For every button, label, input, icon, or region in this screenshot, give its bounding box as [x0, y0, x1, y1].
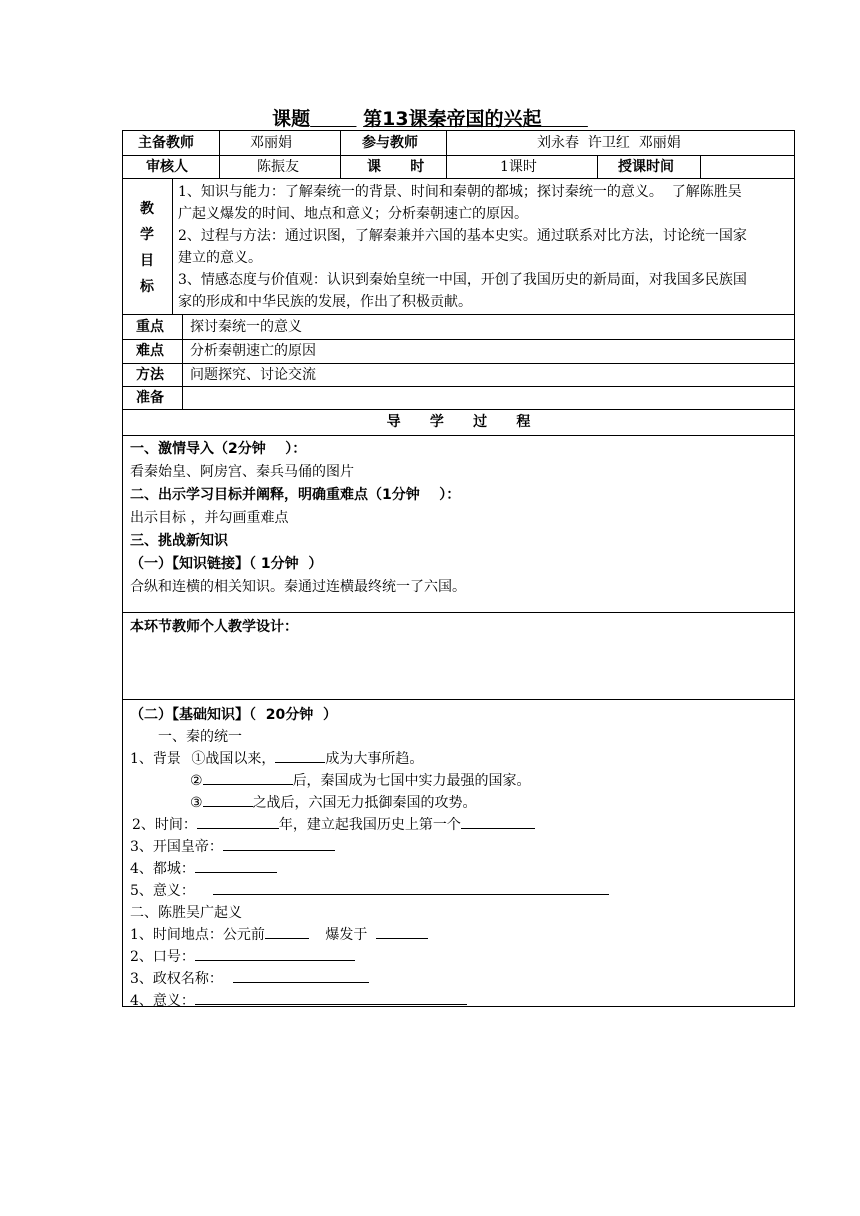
slogan-line [130, 947, 355, 968]
blank-line [376, 926, 428, 939]
line [182, 314, 183, 410]
objective-line: 1、知识与能力：了解秦统一的背景、时间和秦朝的都城；探讨秦统一的意义。 了解陈胜吴 [178, 184, 742, 200]
line [122, 435, 795, 436]
process-title: 导 学 过 程 [386, 414, 531, 430]
participants-value: 刘永春 许卫红 邓丽娟 [537, 135, 681, 151]
basic-knowledge-heading: （二）【基础知识】（ 20分钟 ） [130, 707, 337, 723]
line [172, 178, 173, 315]
line [122, 339, 795, 340]
time-line [132, 815, 535, 836]
teacher-design-label: 本环节教师个人教学设计： [130, 619, 298, 635]
key-point-value: 探讨秦统一的意义 [190, 319, 302, 335]
preparation-label: 准备 [136, 390, 164, 406]
uprising-title: 二、陈胜吴广起义 [130, 905, 242, 921]
main-teacher-value: 邓丽娟 [250, 135, 292, 151]
uprising-place-suffix: 爆发于 [325, 927, 368, 943]
hours-value: 1课时 [500, 159, 537, 175]
objective-line: 家的形成和中华民族的发展，作出了积极贡献。 [178, 294, 472, 310]
unification-title: 一、秦的统一 [158, 729, 242, 745]
line [122, 155, 795, 156]
blank-line [195, 860, 277, 873]
objectives-label-char: 标 [140, 279, 154, 295]
line [122, 699, 795, 700]
capital-line [130, 859, 277, 880]
background-1-suffix: 成为大事所趋。 [325, 751, 424, 767]
background-3-suffix: 之战后，六国无力抵御秦国的攻势。 [252, 795, 477, 811]
difficult-point-value: 分析秦朝速亡的原因 [190, 343, 316, 359]
blank-line [203, 772, 293, 785]
line [122, 386, 795, 387]
line [597, 155, 598, 178]
blank-line [195, 948, 355, 961]
blank-line [275, 750, 325, 763]
meaning-line [130, 881, 609, 902]
background-line-1 [130, 749, 423, 770]
line [122, 612, 795, 613]
uprising-meaning-label: 4、意义： [130, 993, 195, 1009]
title-main: 第13课秦帝国的兴起 [363, 108, 542, 130]
reviewer-label: 审核人 [146, 159, 188, 175]
line [219, 130, 220, 178]
time-suffix: 年，建立起我国历史上第一个 [278, 817, 461, 833]
uprising-place-prefix: 1、时间地点：公元前 [130, 927, 265, 943]
blank-line [203, 794, 253, 807]
knowledge-link-text: 合纵和连横的相关知识。秦通过连横最终统一了六国。 [130, 579, 466, 595]
new-knowledge-heading: 三、挑战新知识 [130, 533, 228, 549]
participants-label: 参与教师 [362, 135, 418, 151]
emperor-label: 3、开国皇帝： [130, 839, 223, 855]
title-underline-gap [310, 108, 356, 130]
line [122, 130, 795, 131]
objectives-text [178, 181, 792, 313]
goals-heading: 二、出示学习目标并阐释，明确重难点（1分钟 ）： [130, 487, 461, 503]
background-2-prefix: ② [190, 773, 203, 789]
emperor-line [130, 837, 335, 858]
objectives-label-char: 学 [140, 227, 154, 243]
line [122, 314, 795, 315]
blank-line [265, 926, 309, 939]
key-point-label: 重点 [136, 319, 164, 335]
uprising-place-line [130, 925, 428, 946]
intro-heading: 一、激情导入（2分钟 ）： [130, 441, 307, 457]
goals-text: 出示目标 ，并勾画重难点 [130, 510, 289, 526]
regime-line [130, 969, 369, 990]
line [700, 155, 701, 178]
slogan-label: 2、口号： [130, 949, 195, 965]
blank-line [461, 816, 535, 829]
page-title [0, 104, 860, 131]
blank-line [195, 992, 467, 1005]
line [794, 130, 795, 1007]
title-underline-tail [542, 108, 588, 130]
hours-label: 课 时 [367, 159, 425, 175]
blank-line [213, 882, 609, 895]
time-prefix: 2、时间： [132, 817, 197, 833]
main-teacher-label: 主备教师 [138, 135, 194, 151]
objective-line: 3、情感态度与价值观：认识到秦始皇统一中国，开创了我国历史的新局面，对我国多民族国 [178, 272, 747, 288]
background-1-prefix: ①战国以来， [191, 751, 276, 767]
objectives-label-char: 目 [140, 253, 154, 269]
uprising-meaning-line [130, 991, 467, 1012]
blank-line [197, 816, 279, 829]
title-prefix: 课题 [272, 108, 311, 130]
line [122, 363, 795, 364]
background-2-suffix: 后，秦国成为七国中实力最强的国家。 [292, 773, 531, 789]
line [446, 130, 447, 178]
background-label: 1、背景 [130, 751, 181, 767]
background-3-prefix: ③ [190, 795, 203, 811]
line [340, 130, 341, 178]
capital-label: 4、都城： [130, 861, 195, 877]
objective-line: 2、过程与方法：通过识图，了解秦兼并六国的基本史实。通过联系对比方法，讨论统一国家 [178, 228, 747, 244]
blank-line [223, 838, 335, 851]
blank-line [233, 970, 369, 983]
background-line-2 [190, 771, 531, 792]
lesson-plan-table [122, 130, 795, 1007]
meaning-label: 5、意义： [130, 883, 195, 899]
method-value: 问题探究、讨论交流 [190, 367, 316, 383]
difficult-point-label: 难点 [136, 343, 164, 359]
objective-line: 广起义爆发的时间、地点和意义；分析秦朝速亡的原因。 [178, 206, 528, 222]
line [122, 178, 795, 179]
background-line-3 [190, 793, 477, 814]
knowledge-link-heading: （一）【知识链接】（ 1分钟 ） [130, 556, 323, 572]
class-time-label: 授课时间 [618, 159, 674, 175]
regime-label: 3、政权名称： [130, 971, 223, 987]
line [122, 409, 795, 410]
objectives-label-char: 教 [140, 201, 154, 217]
objective-line: 建立的意义。 [178, 250, 262, 266]
reviewer-value: 陈振友 [257, 159, 299, 175]
objectives-label [122, 196, 172, 300]
intro-text: 看秦始皇、阿房宫、秦兵马俑的图片 [130, 464, 354, 480]
method-label: 方法 [136, 367, 164, 383]
